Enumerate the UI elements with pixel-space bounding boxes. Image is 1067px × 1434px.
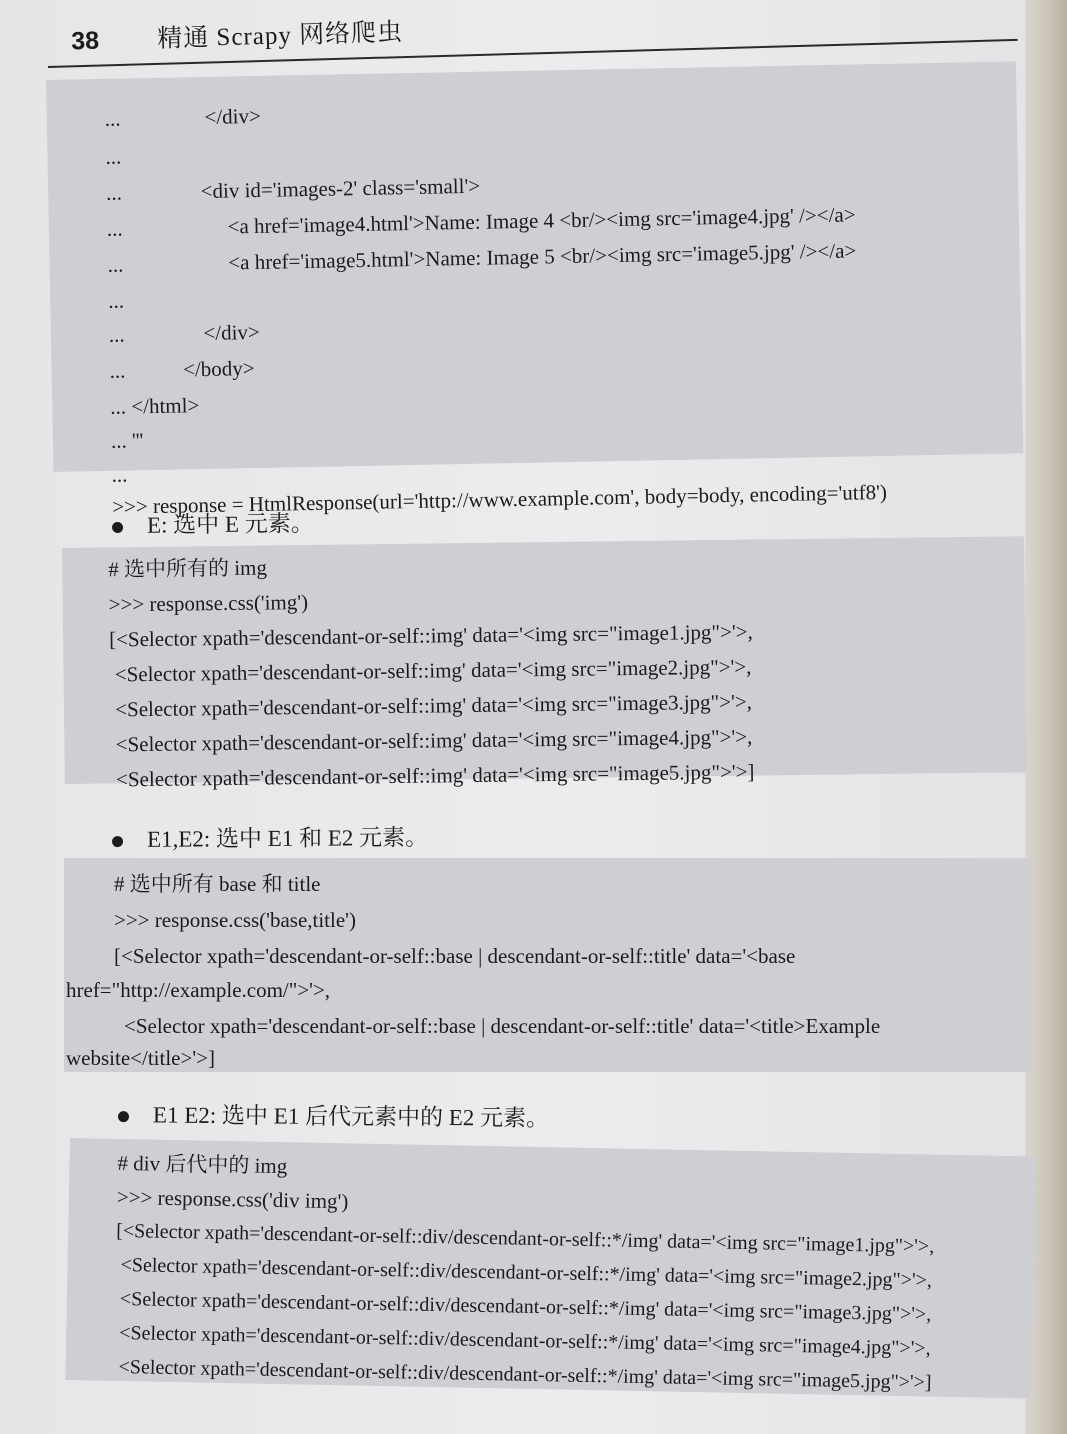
code-line: ... </body> (109, 356, 255, 383)
code-line: <Selector xpath='descendant-or-self::img' data='<img src="image3.jpg">'>, (109, 689, 753, 722)
code-line: <Selector xpath='descendant-or-self::img' data='<img src="image4.jpg">'>, (110, 724, 753, 757)
code-line: [<Selector xpath='descendant-or-self::img' data='<img src="image1.jpg">'>, (108, 619, 753, 652)
code-line: [<Selector xpath='descendant-or-self::div/descendant-or-self::*/img' data='<img src="image1.jpg">'>, (116, 1219, 935, 1258)
bullet-dot-icon (112, 522, 123, 533)
bullet-item (112, 819, 428, 854)
code-line: <Selector xpath='descendant-or-self::img' data='<img src="image2.jpg">'>, (109, 654, 752, 687)
code-line: <Selector xpath='descendant-or-self::div/descendant-or-self::*/img' data='<img src="image4.jpg">'>, (114, 1321, 931, 1360)
code-block-css-img (62, 536, 1027, 792)
code-line: <Selector xpath='descendant-or-self::div/descendant-or-self::*/img' data='<img src="image3.jpg">'>, (114, 1287, 932, 1326)
code-line: <Selector xpath='descendant-or-self::base | descendant-or-self::title' data='<title>Example (124, 1014, 881, 1038)
code-line: ... <div id='images-2' class='small'> (105, 173, 481, 205)
code-line: ... </div> (104, 103, 262, 131)
code-line: <Selector xpath='descendant-or-self::div/descendant-or-self::*/img' data='<img src="image2.jpg">'>, (115, 1253, 933, 1292)
code-line: href="http://example.com/">'>, (66, 978, 331, 1002)
code-line: ... (111, 462, 128, 487)
code-line: ... (108, 288, 125, 313)
code-line: <Selector xpath='descendant-or-self::div/descendant-or-self::*/img' data='<img src="image5.jpg">'>] (113, 1355, 932, 1394)
code-line: ... </html> (110, 393, 200, 419)
page-header (46, 0, 1018, 68)
code-block-css-base-title (64, 858, 1032, 1072)
bullet-dot-icon (112, 836, 123, 847)
code-line: >>> response.css('div img') (116, 1184, 349, 1214)
code-block-css-div-img (65, 1138, 1035, 1399)
code-line: ... ''' (110, 428, 144, 453)
code-line: # div 后代中的 img (117, 1150, 288, 1179)
code-line: ... <a href='image4.html'>Name: Image 4 <br/><img src='image4.jpg' /></a> (106, 202, 856, 241)
bullet-item (112, 505, 314, 540)
bullet-dot-icon (118, 1111, 129, 1122)
bullet-text: E1,E2: 选中 E1 和 E2 元素。 (146, 824, 429, 852)
code-line: <Selector xpath='descendant-or-self::img' data='<img src="image5.jpg">'>] (110, 759, 755, 792)
code-line: [<Selector xpath='descendant-or-self::base | descendant-or-self::title' data='<base (114, 944, 796, 968)
code-line: >>> response = HtmlResponse(url='http://www.example.com', body=body, encoding='utf8') (111, 479, 888, 519)
code-line: # 选中所有的 img (108, 555, 268, 582)
code-line: >>> response.css('base,title') (114, 908, 356, 932)
bullet-text: E: 选中 E 元素。 (146, 510, 314, 538)
code-line: ... <a href='image5.html'>Name: Image 5 <br/><img src='image5.jpg' /></a> (107, 238, 857, 277)
code-line: # 选中所有 base 和 title (114, 872, 321, 896)
code-line: website</title>'>] (66, 1046, 215, 1070)
code-line: ... (105, 144, 122, 169)
code-block-html-source (46, 61, 1023, 519)
code-line: ... </div> (108, 319, 260, 347)
page-number: 38 (70, 26, 100, 56)
code-line: >>> response.css('img') (108, 589, 309, 617)
bullet-item (118, 1096, 549, 1133)
book-title: 精通 Scrapy 网络爬虫 (156, 19, 404, 53)
bullet-text: E1 E2: 选中 E1 后代元素中的 E2 元素。 (152, 1102, 550, 1131)
